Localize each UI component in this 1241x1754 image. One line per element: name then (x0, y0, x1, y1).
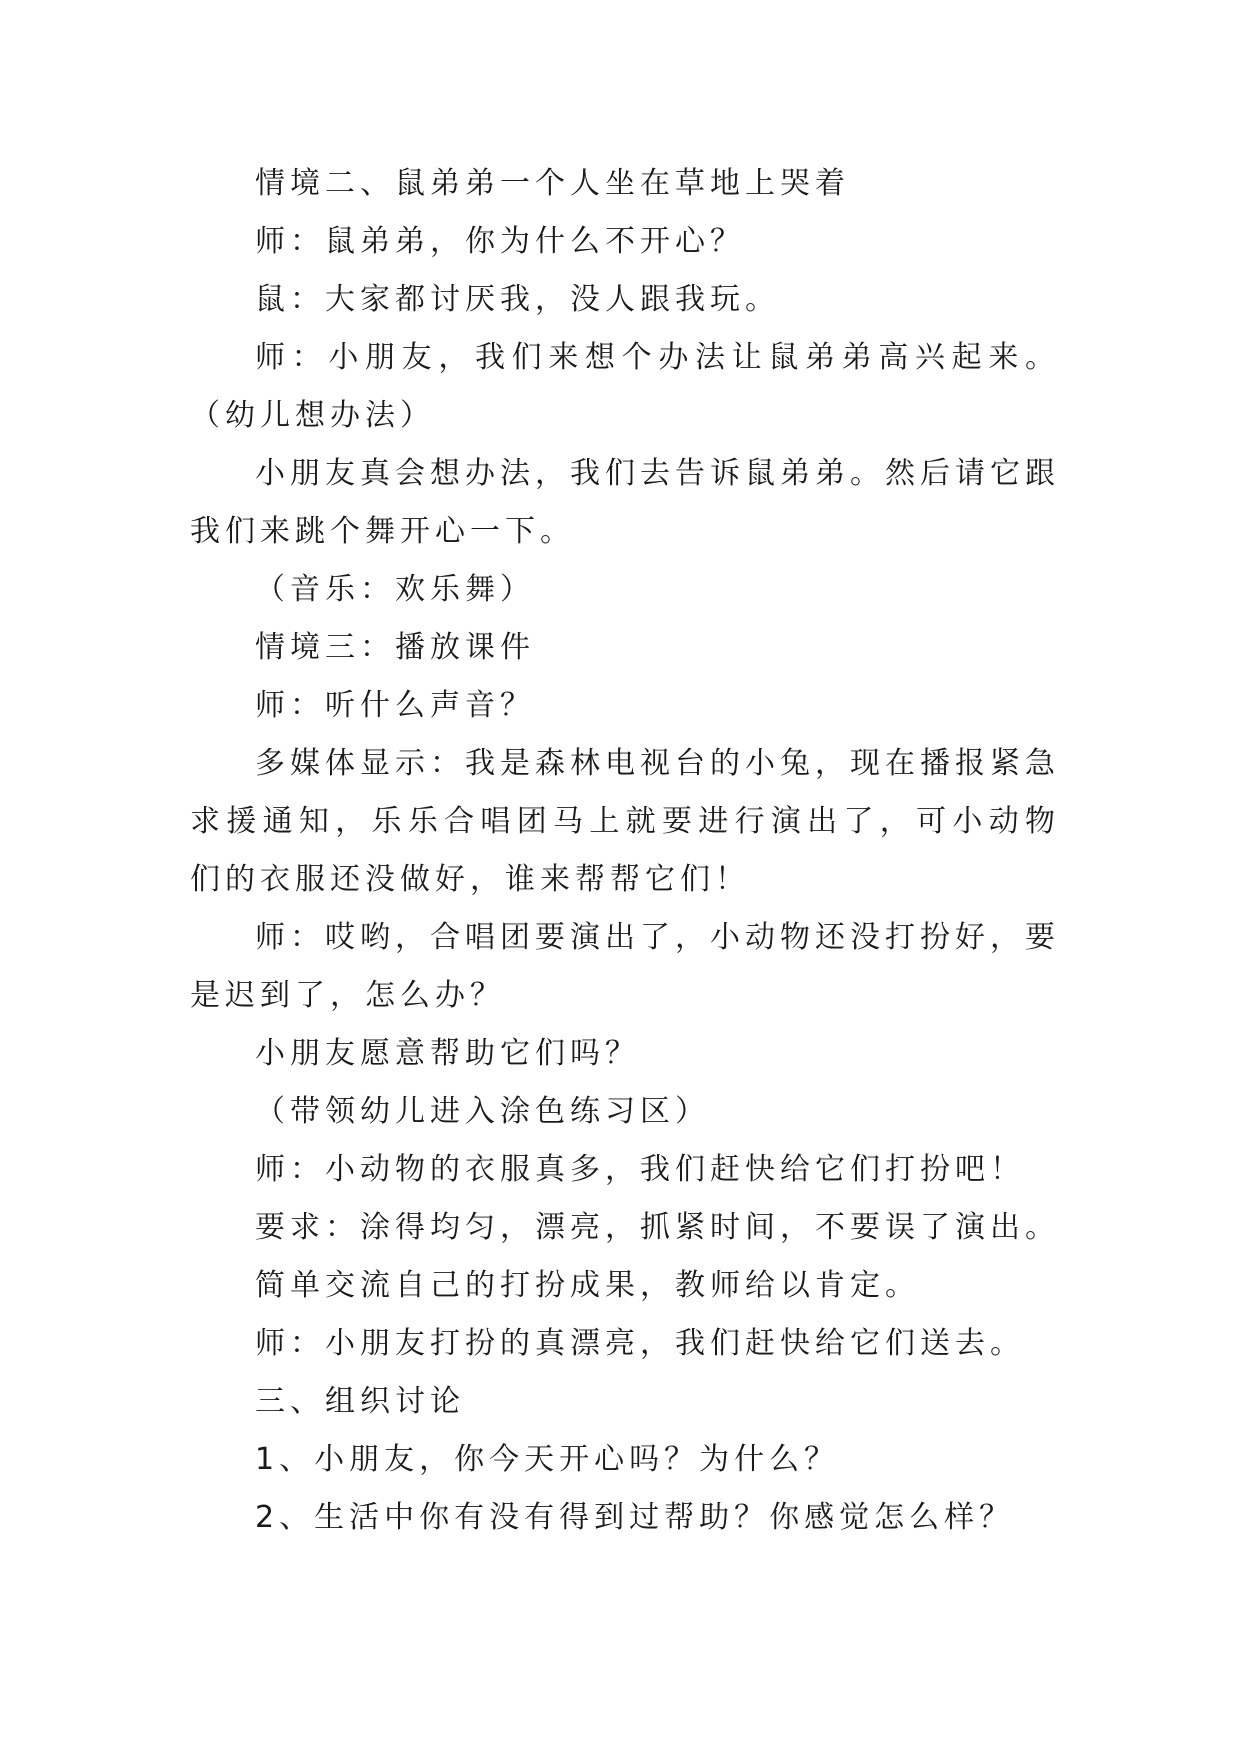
list-item: 1、小朋友，你今天开心吗？为什么？ (255, 1442, 840, 1477)
paragraph: 师：鼠弟弟，你为什么不开心？ (255, 224, 745, 259)
paragraph: 小朋友真会想办法，我们去告诉鼠弟弟。然后请它跟我们来跳个舞开心一下。 (190, 456, 1060, 549)
paragraph: （音乐：欢乐舞） (255, 572, 535, 607)
paragraph: 师：小动物的衣服真多，我们赶快给它们打扮吧！ (255, 1152, 1025, 1187)
paragraph: 小朋友愿意帮助它们吗？ (255, 1036, 640, 1071)
paragraph: 多媒体显示：我是森林电视台的小兔，现在播报紧急求援通知，乐乐合唱团马上就要进行演出了，可小动物们的衣服还没做好，谁来帮帮它们！ (190, 746, 1060, 897)
paragraph: 师：小朋友，我们来想个办法让鼠弟弟高兴起来。（幼儿想办法） (190, 340, 1060, 433)
paragraph: 情境三：播放课件 (255, 630, 535, 665)
paragraph: 师：小朋友打扮的真漂亮，我们赶快给它们送去。 (255, 1326, 1025, 1361)
paragraph: 简单交流自己的打扮成果，教师给以肯定。 (255, 1268, 920, 1303)
paragraph: 师：哎哟，合唱团要演出了，小动物还没打扮好，要是迟到了，怎么办？ (190, 920, 1060, 1013)
list-item: 2、生活中你有没有得到过帮助？你感觉怎么样？ (255, 1500, 1015, 1535)
paragraph: 要求：涂得均匀，漂亮，抓紧时间，不要误了演出。 (255, 1210, 1060, 1245)
document-body (190, 155, 1060, 1547)
paragraph: 师：听什么声音？ (255, 688, 535, 723)
paragraph: 情境二、鼠弟弟一个人坐在草地上哭着 (255, 166, 850, 201)
section-heading: 三、组织讨论 (255, 1384, 465, 1419)
paragraph: 鼠：大家都讨厌我，没人跟我玩。 (255, 282, 780, 317)
paragraph: （带领幼儿进入涂色练习区） (255, 1094, 710, 1129)
